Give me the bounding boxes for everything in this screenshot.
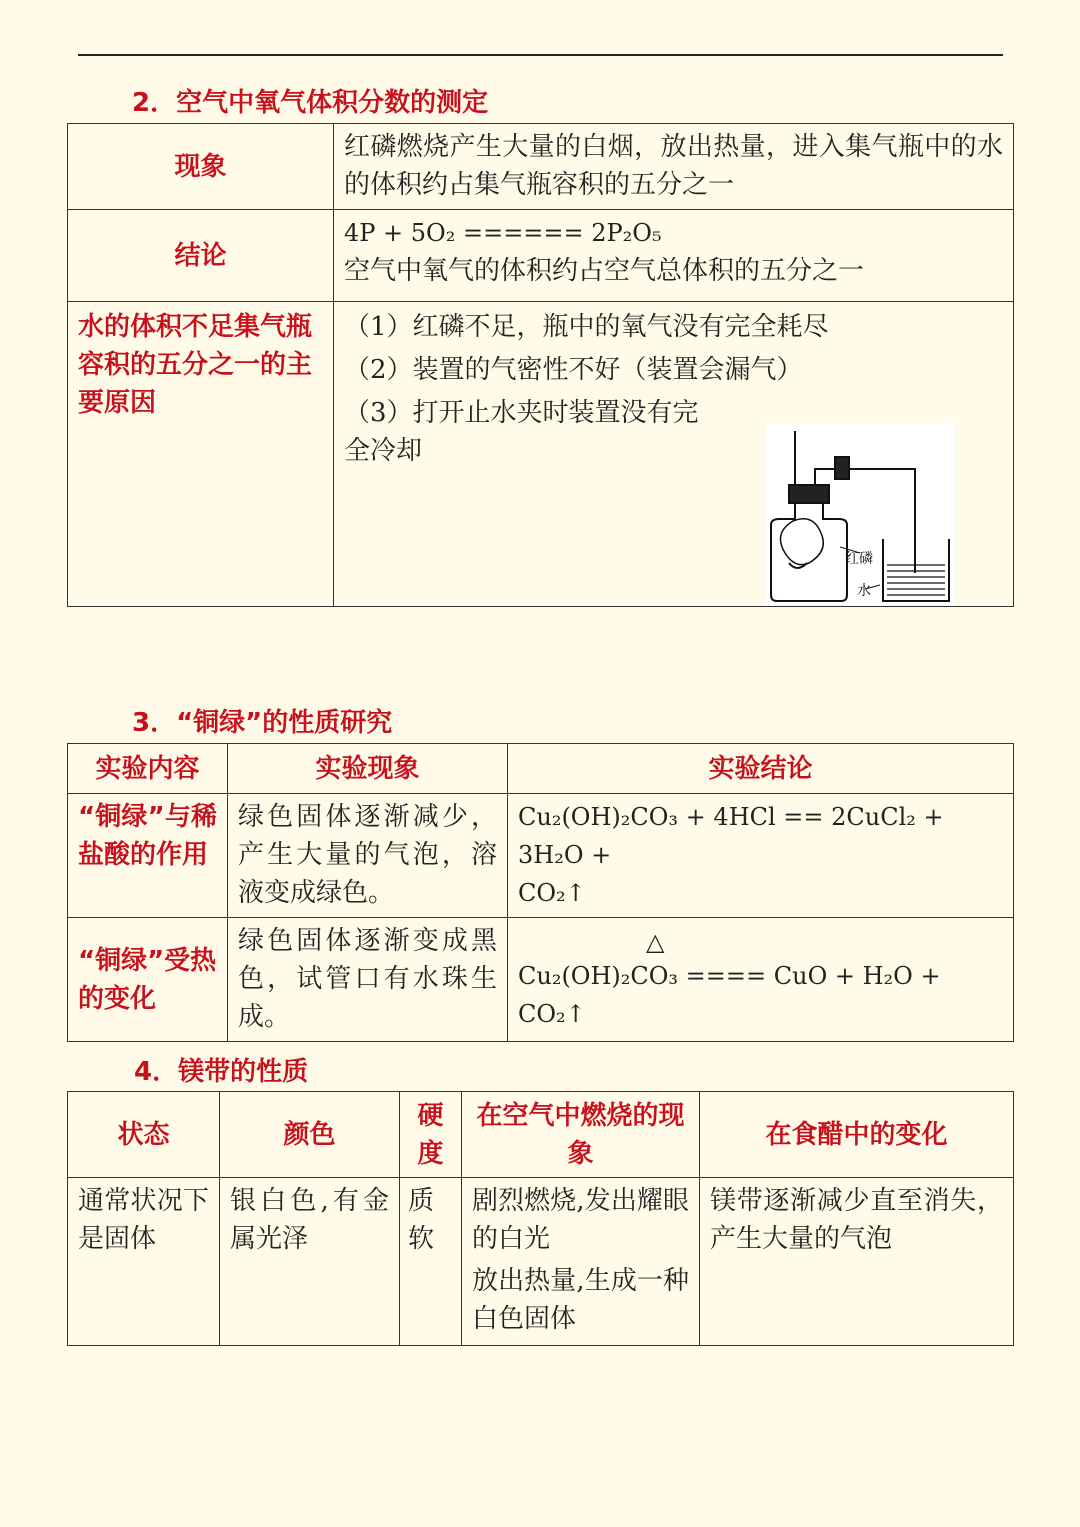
water-label: 水 <box>857 583 871 599</box>
rubber-stopper <box>789 485 829 503</box>
reason-item: （2）装置的气密性不好（装置会漏气） <box>344 355 803 385</box>
section-2-title: 2．空气中氧气体积分数的测定 <box>132 88 489 118</box>
collection-bottle <box>771 499 847 601</box>
color-cell: 银白色,有金属光泽 <box>220 1178 400 1346</box>
apparatus-diagram <box>765 423 955 605</box>
top-rule <box>78 54 1003 56</box>
phenomenon-cell: 绿色固体逐渐减少，产生大量的气泡，溶液变成绿色。 <box>228 794 508 918</box>
header-phenomenon: 实验现象 <box>228 744 508 794</box>
conclusion-label: 结论 <box>68 210 334 302</box>
header-hardness: 硬度 <box>400 1092 462 1178</box>
hardness-cell: 质软 <box>400 1178 462 1346</box>
acid-equation-line-2: CO₂↑ <box>518 879 586 907</box>
phosphorus-label: 红磷 <box>845 551 873 567</box>
header-vinegar: 在食醋中的变化 <box>700 1092 1014 1178</box>
section-4-title: 4．镁带的性质 <box>134 1057 309 1087</box>
reason-item: 全冷却 <box>344 436 423 466</box>
content-cell: “铜绿”与稀盐酸的作用 <box>68 794 228 918</box>
phenomenon-text: 红磷燃烧产生大量的白烟，放出热量，进入集气瓶中的水的体积约占集气瓶容积的五分之一 <box>334 124 1014 210</box>
white-smoke <box>781 519 824 565</box>
clamp <box>835 457 849 479</box>
phosphorus-equation: 4P + 5O₂ ====== 2P₂O₅ <box>344 219 662 247</box>
reasons-label: 水的体积不足集气瓶容积的五分之一的主要原因 <box>68 302 334 607</box>
header-color: 颜色 <box>220 1092 400 1178</box>
phenomenon-label: 现象 <box>68 124 334 210</box>
burning-text-2: 放出热量,生成一种白色固体 <box>472 1266 689 1334</box>
conclusion-text: 空气中氧气的体积约占空气总体积的五分之一 <box>344 256 865 286</box>
section-3-title: 3．“铜绿”的性质研究 <box>132 708 393 738</box>
conclusion-cell <box>508 794 1014 918</box>
reason-item: （1）红磷不足，瓶中的氧气没有完全耗尽 <box>344 312 829 342</box>
header-state: 状态 <box>68 1092 220 1178</box>
header-content: 实验内容 <box>68 744 228 794</box>
burning-cell <box>462 1178 700 1346</box>
header-conclusion: 实验结论 <box>508 744 1014 794</box>
heat-equation: Cu₂(OH)₂CO₃ ==== CuO + H₂O + CO₂↑ <box>518 961 941 1028</box>
conclusion-cell <box>508 918 1014 1042</box>
verdigris-table <box>67 743 1014 1042</box>
reason-item: （3）打开止水夹时装置没有完 <box>344 398 699 428</box>
acid-equation-line-1: Cu₂(OH)₂CO₃ + 4HCl == 2CuCl₂ + 3H₂O + <box>518 803 944 869</box>
heat-symbol: △ <box>646 927 665 956</box>
phenomenon-cell: 绿色固体逐渐变成黑色，试管口有水珠生成。 <box>228 918 508 1042</box>
vinegar-cell: 镁带逐渐减少直至消失，产生大量的气泡 <box>700 1178 1014 1346</box>
state-cell: 通常状况下是固体 <box>68 1178 220 1346</box>
conclusion-cell <box>334 210 1014 302</box>
content-cell: “铜绿”受热的变化 <box>68 918 228 1042</box>
header-burning: 在空气中燃烧的现象 <box>462 1092 700 1178</box>
magnesium-table <box>67 1091 1014 1346</box>
burning-text-1: 剧烈燃烧,发出耀眼的白光 <box>472 1186 689 1254</box>
